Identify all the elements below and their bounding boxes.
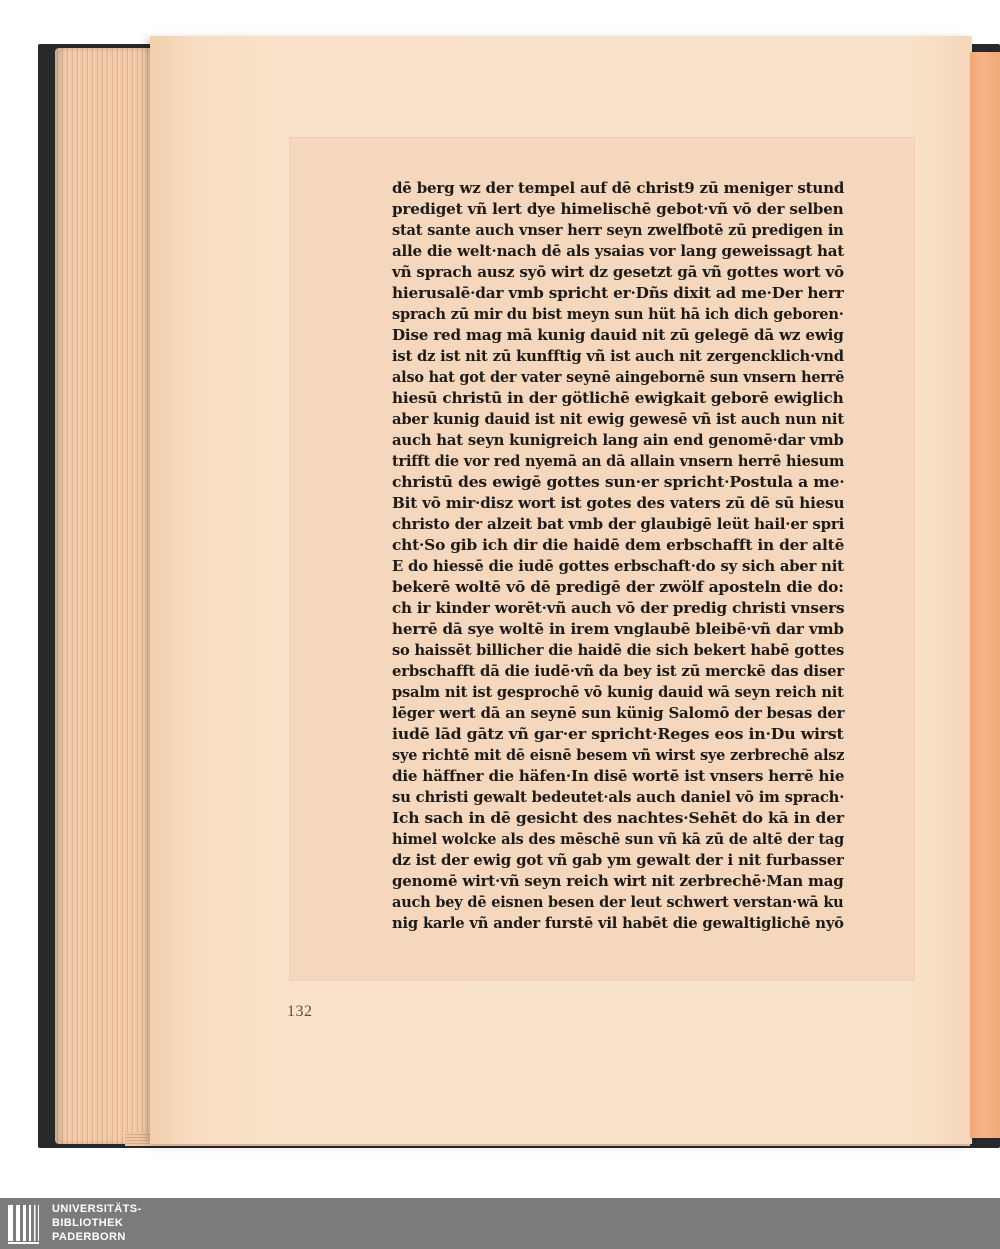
- library-logo-text: [52, 1202, 252, 1244]
- text-line: alle die welt·nach dē als ysaias vor lang geweissagt hat: [392, 242, 844, 260]
- text-line: sye richtē mit dē eisnē besem vñ wirst sye zerbrechē alsz: [392, 746, 845, 764]
- text-line: stat sante auch vnser herr seyn zwelfbotē zū predigen in: [392, 221, 844, 239]
- text-line: ch ir kinder worēt·vñ auch vō der predig christi vnsers: [392, 599, 845, 617]
- text-line: cht·So gib ich dir die haidē dem erbschafft in der altē: [392, 536, 845, 554]
- library-footer: [0, 1198, 1000, 1249]
- text-line: christū des ewigē gottes sun·er spricht·Postula a me·: [392, 473, 845, 491]
- text-line: ist dz ist nit zū kunfftig vñ ist auch nit zergencklich·vnd: [392, 347, 844, 365]
- text-line: herrē dā sye woltē in irem vnglaubē bleibē·vñ dar vmb: [392, 620, 844, 638]
- text-line: christo der alzeit bat vmb der glaubigē leüt hail·er spri: [392, 515, 845, 533]
- text-line: vñ sprach ausz syō wirt dz gesetzt gā vñ gottes wort vō: [392, 263, 844, 281]
- text-line: dē berg wz der tempel auf dē christ9 zū meniger stund: [392, 179, 845, 197]
- logo-line-library: BIBLIOTHEK: [52, 1217, 124, 1229]
- text-line: auch bey dē eisnen besen der leut schwert verstan·wā ku: [392, 893, 844, 911]
- logo-line-city: PADERBORN: [52, 1231, 126, 1243]
- page-number: 132: [287, 1003, 313, 1020]
- text-line: bekerē woltē vō dē predigē der zwölf aposteln die do:: [392, 578, 844, 596]
- text-line: iudē lād gātz vñ gar·er spricht·Reges eos in·Du wirst: [392, 725, 844, 743]
- text-line: E do hiessē die iudē gottes erbschaft·do sy sich aber nit: [392, 557, 844, 575]
- facing-page-edge: [970, 52, 1000, 1138]
- text-line: nig karle vñ ander furstē vil habēt die gewaltiglichē nyō: [392, 914, 844, 932]
- text-line: also hat got der vater seynē aingebornē sun vnsern herrē: [392, 368, 845, 386]
- text-line: psalm nit ist gesprochē vō kunig dauid wā seyn reich nit: [392, 683, 844, 701]
- blackletter-text-block: [392, 178, 852, 938]
- text-line: so haissēt billicher die haidē die sich bekert habē gottes: [392, 641, 845, 659]
- text-line: die häffner die häfen·In disē wortē ist vnsers herrē hie: [392, 767, 845, 785]
- text-line: himel wolcke als des mēschē sun vñ kā zū de altē der tag: [392, 830, 845, 848]
- text-line: lēger wert dā an seynē sun künig Salomō der besas der: [392, 704, 845, 722]
- text-line: Bit vō mir·disz wort ist gotes des vaters zū dē sū hiesu: [392, 494, 845, 512]
- text-line: hiesū christū in der götlichē ewigkait geborē ewiglich: [392, 389, 844, 407]
- text-line: prediget vñ lert dye himelischē gebot·vñ vō der selben: [392, 200, 844, 218]
- library-columns-icon: [6, 1203, 46, 1245]
- text-line: Dise red mag mā kunig dauid nit zū gelegē dā wz ewig: [392, 326, 844, 344]
- text-line: genomē wirt·vñ seyn reich wirt nit zerbrechē·Man mag: [392, 872, 844, 890]
- text-line: auch hat seyn kunigreich lang ain end genomē·dar vmb: [392, 431, 844, 449]
- text-line: sprach zū mir du bist meyn sun hüt hā ich dich geboren·: [392, 305, 844, 323]
- logo-line-university: UNIVERSITÄTS-: [52, 1203, 142, 1215]
- text-line: trifft die vor red nyemā an dā allain vnsern herrē hiesum: [392, 452, 845, 470]
- text-line: Ich sach in dē gesicht des nachtes·Sehēt do kā in der: [392, 809, 844, 827]
- text-line: dz ist der ewig got vñ gab ym gewalt der i nit furbasser: [392, 851, 844, 869]
- text-line: hierusalē·dar vmb spricht er·Dñs dixit ad me·Der herr: [392, 284, 844, 302]
- text-line: su christi gewalt bedeutet·als auch daniel vō im sprach·: [392, 788, 845, 806]
- text-line: aber kunig dauid ist nit ewig gewesē vñ ist auch nun nit: [392, 410, 844, 428]
- text-line: erbschafft dā die iudē·vñ da bey ist zū merckē das diser: [392, 662, 844, 680]
